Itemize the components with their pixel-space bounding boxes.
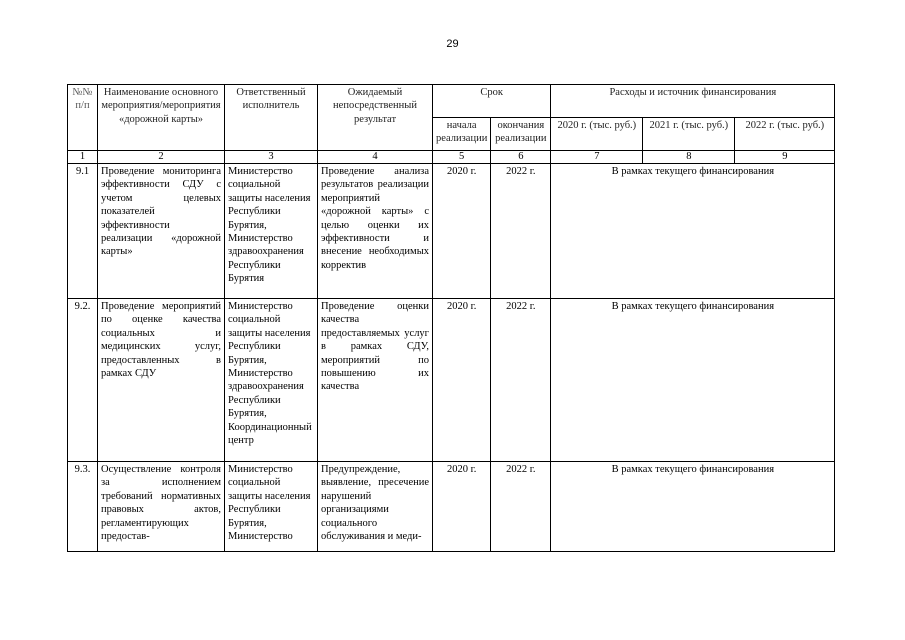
column-index: 4 xyxy=(318,151,433,164)
header-finance: Расходы и источник финансирования xyxy=(551,85,835,118)
row-result: Проведение анализа результатов реализации мероприятий «дорожной карты» с целью оценки их эффективности и внесение необходимых корректив xyxy=(318,164,433,299)
row-start: 2020 г. xyxy=(433,164,491,299)
table-row xyxy=(68,299,835,462)
row-name: Проведение мониторинга эффективности СДУ с учетом целевых показателей эффективности реализации «дорожной карты» xyxy=(98,164,225,299)
column-index: 6 xyxy=(491,151,551,164)
row-result: Предупреждение, выявление, пресечение нарушений организациями социального обслуживания и меди- xyxy=(318,462,433,552)
header-2021: 2021 г. (тыс. руб.) xyxy=(643,118,735,151)
table-row xyxy=(68,164,835,299)
row-end: 2022 г. xyxy=(491,164,551,299)
header-2022: 2022 г. (тыс. руб.) xyxy=(735,118,835,151)
column-index: 5 xyxy=(433,151,491,164)
column-index: 7 xyxy=(551,151,643,164)
header-term-start: начала реализации xyxy=(433,118,491,151)
header-2020: 2020 г. (тыс. руб.) xyxy=(551,118,643,151)
row-finance: В рамках текущего финансирования xyxy=(551,164,835,299)
row-start: 2020 г. xyxy=(433,462,491,552)
row-responsible: Министерство социальной защиты населения Республики Бурятия, Министерство здравоохранения Республики Бурятия, Координационный центр xyxy=(225,299,318,462)
row-responsible: Министерство социальной защиты населения Республики Бурятия, Министерство xyxy=(225,462,318,552)
header-row xyxy=(68,85,835,118)
row-number: 9.3. xyxy=(68,462,98,552)
row-responsible: Министерство социальной защиты населения Республики Бурятия, Министерство здравоохранения Республики Бурятия xyxy=(225,164,318,299)
column-index: 2 xyxy=(98,151,225,164)
row-finance: В рамках текущего финансирования xyxy=(551,299,835,462)
row-number: 9.1 xyxy=(68,164,98,299)
row-name: Проведение мероприятий по оценке качества социальных и медицинских услуг, предоставленных в рамках СДУ xyxy=(98,299,225,462)
header-term-end: окончания реализации xyxy=(491,118,551,151)
roadmap-table xyxy=(67,84,835,552)
row-name: Осуществление контроля за исполнением требований нормативных правовых актов, регламентирующих предостав- xyxy=(98,462,225,552)
table-row xyxy=(68,462,835,552)
column-index: 3 xyxy=(225,151,318,164)
row-end: 2022 г. xyxy=(491,299,551,462)
header-result: Ожидаемый непосредственный результат xyxy=(318,85,433,151)
row-result: Проведение оценки качества предоставляемых услуг в рамках СДУ, мероприятий по повышению их качества xyxy=(318,299,433,462)
page-number: 29 xyxy=(446,38,459,50)
column-index: 1 xyxy=(68,151,98,164)
header-name: Наименование основного мероприятия/мероприятия «дорожной карты» xyxy=(98,85,225,151)
header-num: №№ п/п xyxy=(68,85,98,151)
column-index: 9 xyxy=(735,151,835,164)
header-term: Срок xyxy=(433,85,551,118)
row-start: 2020 г. xyxy=(433,299,491,462)
column-index: 8 xyxy=(643,151,735,164)
row-number: 9.2. xyxy=(68,299,98,462)
row-finance: В рамках текущего финансирования xyxy=(551,462,835,552)
column-index-row xyxy=(68,151,835,164)
row-end: 2022 г. xyxy=(491,462,551,552)
header-responsible: Ответственный исполнитель xyxy=(225,85,318,151)
